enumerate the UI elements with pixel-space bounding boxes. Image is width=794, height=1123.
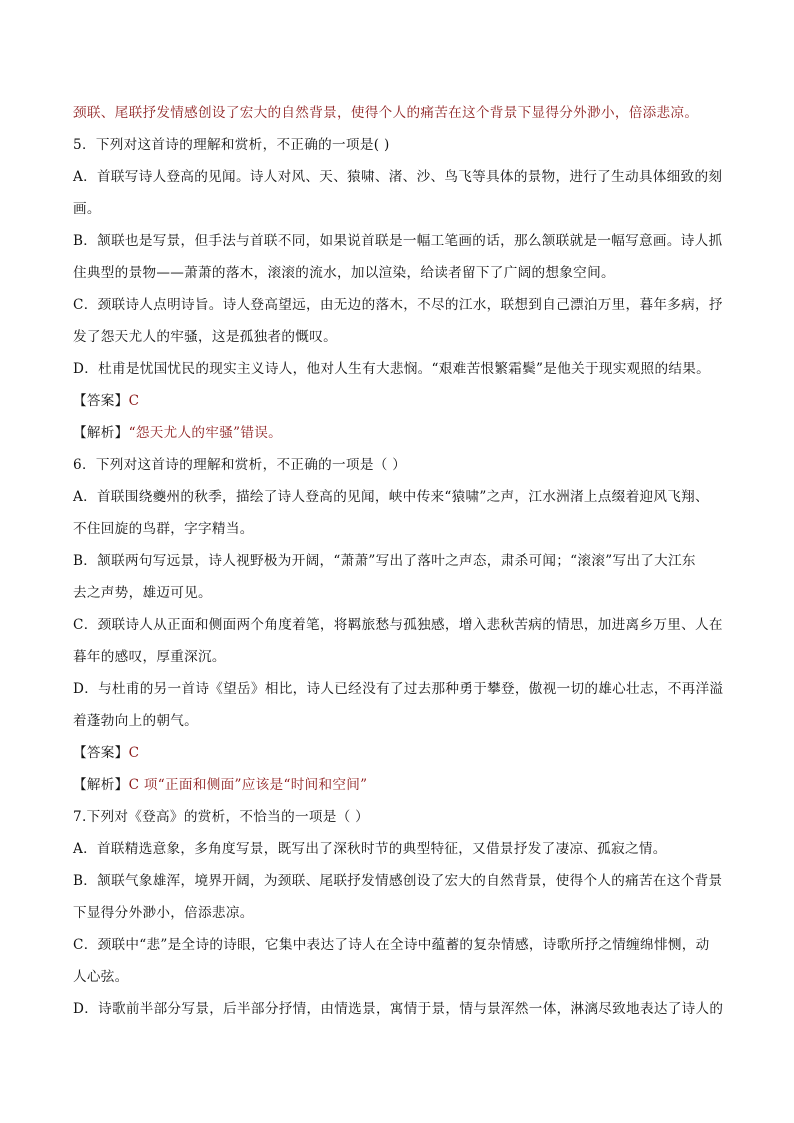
q7-option-d: D．诗歌前半部分写景，后半部分抒情，由情选景，寓情于景，情与景浑然一体，淋漓尽致地表达了诗人的 — [73, 1001, 724, 1017]
q5-option-c: C．颈联诗人点明诗旨。诗人登高望远，由无边的落木，不尽的江水，联想到自己漂泊万里，暮年多病，抒 — [73, 297, 723, 313]
q7-option-a: A．首联精选意象，多角度写景，既写出了深秋时节的典型特征，又借景抒发了凄凉、孤寂之情。 — [73, 841, 667, 857]
q7-option-c-cont: 人心弦。 — [73, 969, 129, 985]
analysis-text: C 项“正面和侧面”应该是“时间和空间” — [128, 777, 368, 793]
analysis-text: “怨天尤人的牢骚”错误。 — [128, 425, 283, 441]
q6-option-c: C．颈联诗人从正面和侧面两个角度着笔，将羁旅愁与孤独感，增入悲秋苦病的情思，加进离乡万里、人在 — [73, 617, 723, 633]
answer-value: C — [128, 393, 140, 409]
q5-option-c-cont: 发了怨天尤人的牢骚，这是孤独者的慨叹。 — [73, 329, 337, 345]
document-page — [73, 100, 733, 1028]
intro-text: 颈联、尾联抒发情感创设了宏大的自然背景，使得个人的痛苦在这个背景下显得分外渺小，倍添悲凉。 — [73, 105, 699, 121]
q6-option-d-cont: 着蓬勃向上的朝气。 — [73, 713, 199, 729]
q6-analysis-line — [73, 772, 733, 798]
q5-option-a-cont: 画。 — [73, 201, 101, 217]
q5-option-b: B．颔联也是写景，但手法与首联不同，如果说首联是一幅工笔画的话，那么颔联就是一幅写意画。诗人抓 — [73, 233, 723, 249]
q6-stem: 6．下列对这首诗的理解和赏析，不正确的一项是（ ） — [73, 457, 407, 473]
analysis-tag: 【解析】 — [73, 777, 129, 793]
q6-option-b-cont: 去之声势，雄迈可见。 — [73, 585, 212, 601]
q6-option-a-cont: 不住回旋的鸟群，字字精当。 — [73, 521, 254, 537]
q7-stem: 7.下列对《登高》的赏析，不恰当的一项是（ ） — [73, 809, 370, 825]
q5-option-a: A．首联写诗人登高的见闻。诗人对风、天、猿啸、渚、沙、鸟飞等具体的景物，进行了生动具体细致的刻 — [73, 169, 723, 185]
q6-option-c-cont: 暮年的感叹，厚重深沉。 — [73, 649, 226, 665]
q5-option-d: D．杜甫是忧国忧民的现实主义诗人，他对人生有大悲悯。“艰难苦恨繁霜鬓”是他关于现实观照的结果。 — [73, 361, 711, 377]
q5-analysis-line — [73, 420, 733, 446]
answer-value: C — [128, 745, 140, 761]
q7-option-b-cont: 下显得分外渺小，倍添悲凉。 — [73, 905, 254, 921]
q5-option-b-cont: 住典型的景物——萧萧的落木，滚滚的流水，加以渲染，给读者留下了广阔的想象空间。 — [73, 265, 615, 281]
q7-option-b: B．颔联气象雄浑，境界开阔，为颈联、尾联抒发情感创设了宏大的自然背景，使得个人的痛苦在这个背景 — [73, 873, 723, 889]
q6-answer-line — [73, 740, 733, 766]
q6-option-b: B．颔联两句写远景，诗人视野极为开阔，“萧萧”写出了落叶之声态，肃杀可闻；“滚滚”写出了大江东 — [73, 553, 696, 569]
q6-option-d: D．与杜甫的另一首诗《望岳》相比，诗人已经没有了过去那种勇于攀登，傲视一切的雄心壮志，不再洋溢 — [73, 681, 724, 697]
q5-answer-line — [73, 388, 733, 414]
q6-option-a: A．首联围绕夔州的秋季，描绘了诗人登高的见闻，峡中传来“猿啸”之声，江水洲渚上点缀着迎风飞翔、 — [73, 489, 709, 505]
analysis-tag: 【解析】 — [73, 425, 129, 441]
q7-option-c: C．颈联中“悲”是全诗的诗眼，它集中表达了诗人在全诗中蕴蓄的复杂情感，诗歌所抒之情缠绵悱恻，动 — [73, 937, 710, 953]
answer-tag: 【答案】 — [73, 745, 129, 761]
answer-tag: 【答案】 — [73, 393, 129, 409]
q5-stem: 5．下列对这首诗的理解和赏析，不正确的一项是( ) — [73, 137, 390, 153]
